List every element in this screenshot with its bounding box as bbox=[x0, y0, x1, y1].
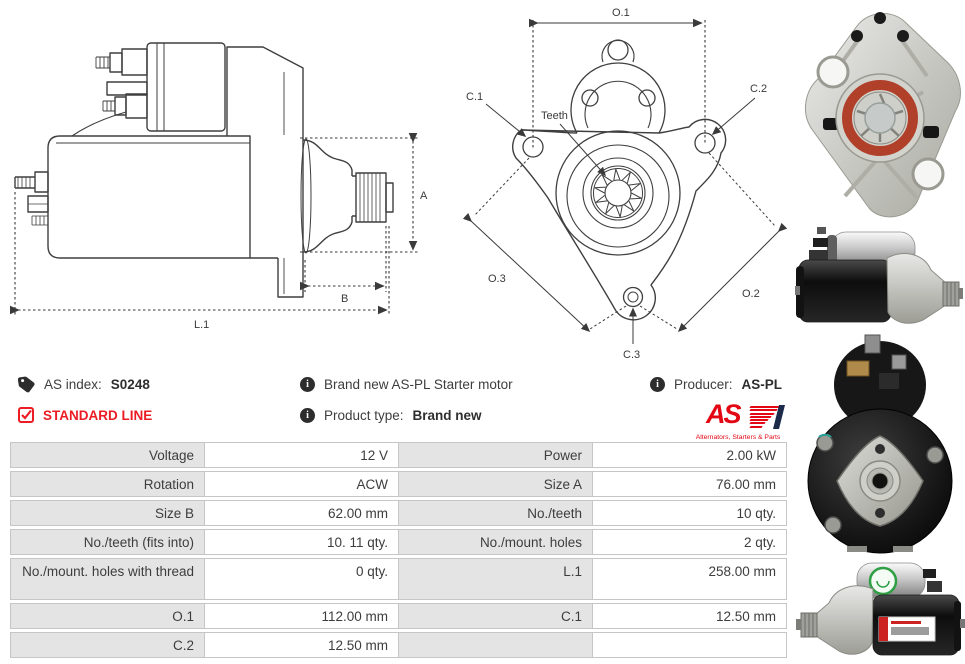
spec-label: L.1 bbox=[398, 558, 593, 600]
leader-lines bbox=[471, 98, 779, 344]
info-col-producer bbox=[650, 374, 793, 441]
standard-line-label: STANDARD LINE bbox=[43, 407, 153, 423]
spec-label: No./mount. holes with thread bbox=[10, 558, 205, 600]
spec-value: 62.00 mm bbox=[204, 500, 399, 526]
info-icon: i bbox=[300, 377, 315, 392]
description-text: Brand new AS-PL Starter motor bbox=[324, 376, 513, 392]
dim-label-b: B bbox=[341, 293, 349, 305]
product-type-value: Brand new bbox=[412, 407, 482, 423]
spec-value: 10 qty. bbox=[592, 500, 787, 526]
dim-label-c3: C.3 bbox=[623, 349, 641, 361]
spec-row bbox=[10, 603, 791, 629]
dimension-lines-b bbox=[305, 226, 386, 292]
dim-label-c2: C.2 bbox=[750, 83, 768, 95]
starter-rear-photo bbox=[795, 333, 965, 555]
info-icon: i bbox=[300, 408, 315, 423]
spec-value: ACW bbox=[204, 471, 399, 497]
spec-value bbox=[592, 632, 787, 658]
spec-label: O.1 bbox=[10, 603, 205, 629]
description-badge bbox=[300, 374, 513, 394]
spec-value: 112.00 mm bbox=[204, 603, 399, 629]
side-view-motor-outline bbox=[15, 43, 393, 297]
dim-label-teeth: Teeth bbox=[541, 110, 568, 122]
dimension-lines-l1 bbox=[15, 192, 389, 316]
spec-value: 12 V bbox=[204, 442, 399, 468]
spec-label: Voltage bbox=[10, 442, 205, 468]
producer-value: AS-PL bbox=[741, 376, 783, 392]
spec-row bbox=[10, 558, 791, 600]
starter-side-left-photo bbox=[795, 557, 965, 661]
spec-value: 12.50 mm bbox=[592, 603, 787, 629]
gear-teeth bbox=[595, 169, 642, 217]
spec-value: 10. 11 qty. bbox=[204, 529, 399, 555]
product-type-badge bbox=[300, 405, 513, 425]
spec-label: C.2 bbox=[10, 632, 205, 658]
spec-row bbox=[10, 500, 791, 526]
spec-label: No./teeth bbox=[398, 500, 593, 526]
dim-label-l1: L.1 bbox=[194, 319, 210, 331]
info-icon: i bbox=[650, 377, 665, 392]
spec-table bbox=[10, 442, 791, 661]
as-logo-text: AS bbox=[706, 399, 740, 429]
starter-front-face-photo bbox=[795, 6, 965, 222]
info-col-index bbox=[18, 374, 152, 436]
front-view-outline bbox=[513, 40, 726, 320]
spec-label: No./teeth (fits into) bbox=[10, 529, 205, 555]
dim-label-o3: O.3 bbox=[488, 273, 506, 285]
spec-label: Size A bbox=[398, 471, 593, 497]
as-index-value: S0248 bbox=[110, 376, 150, 392]
tag-icon bbox=[18, 376, 35, 393]
spec-label: No./mount. holes bbox=[398, 529, 593, 555]
spec-label: Power bbox=[398, 442, 593, 468]
starter-side-right-photo bbox=[795, 226, 965, 330]
as-index-label: AS index: bbox=[44, 376, 102, 392]
spec-value: 12.50 mm bbox=[204, 632, 399, 658]
spec-value: 0 qty. bbox=[204, 558, 399, 600]
standard-line-badge bbox=[18, 405, 152, 425]
side-view-diagram bbox=[0, 0, 430, 345]
producer-badge bbox=[650, 374, 793, 394]
spec-label: Size B bbox=[10, 500, 205, 526]
spec-row bbox=[10, 529, 791, 555]
spec-label: Rotation bbox=[10, 471, 205, 497]
spec-row bbox=[10, 632, 791, 658]
spec-row bbox=[10, 471, 791, 497]
dim-label-c1: C.1 bbox=[466, 91, 484, 103]
product-type-label: Product type: bbox=[324, 407, 404, 423]
dim-label-a: A bbox=[420, 190, 428, 202]
spec-value: 258.00 mm bbox=[592, 558, 787, 600]
producer-label: Producer: bbox=[674, 376, 733, 392]
as-index-badge bbox=[18, 374, 152, 394]
as-logo-tagline: Alternators, Starters & Parts bbox=[695, 434, 781, 441]
as-pl-logo bbox=[688, 399, 793, 441]
spec-label bbox=[398, 632, 593, 658]
dim-label-o2: O.2 bbox=[742, 288, 760, 300]
front-view-diagram bbox=[430, 0, 795, 365]
spec-label: C.1 bbox=[398, 603, 593, 629]
info-col-description bbox=[300, 374, 513, 436]
spec-row bbox=[10, 442, 791, 468]
checkbox-icon bbox=[18, 407, 34, 423]
spec-value: 76.00 mm bbox=[592, 471, 787, 497]
spec-value: 2.00 kW bbox=[592, 442, 787, 468]
spec-value: 2 qty. bbox=[592, 529, 787, 555]
dim-label-o1: O.1 bbox=[612, 7, 630, 19]
